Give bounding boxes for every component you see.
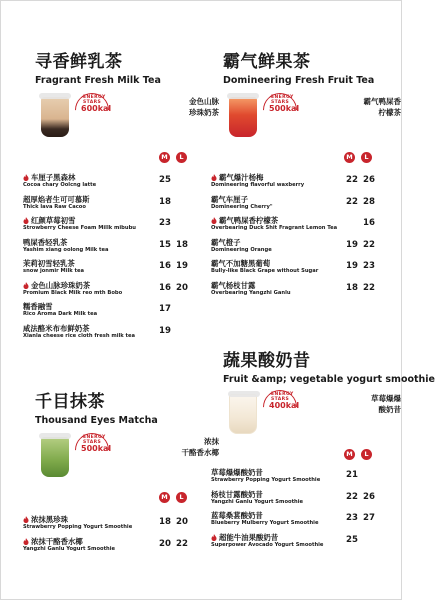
section-title-cn: 霸气鲜果茶 — [223, 52, 311, 72]
item-name-en: Domineering Cherry" — [211, 203, 273, 210]
item-name-cn: 红颜草莓初雪 — [23, 216, 199, 225]
menu-item — [23, 302, 199, 318]
section-title-en: Fruit &amp; vegetable yogurt smoothie — [223, 374, 435, 385]
item-name-en: Yangzhi Ganlu Yogurt Smoothie — [211, 498, 304, 505]
item-name-cn: 超厚焰者生可可慕斯 — [23, 194, 90, 204]
item-name-cn: 霸气爆汁杨梅 — [211, 173, 387, 182]
price-m: 19 — [346, 239, 358, 250]
item-name-en: Strowberry Cheese Foam Millk mibubu — [23, 225, 136, 231]
item-name-cn: 杨枝甘露酸奶昔 — [211, 489, 263, 499]
item-name-en: Bully-like Black Grape without Sugar — [211, 268, 319, 274]
item-name-cn: 霸气橙子 — [211, 237, 241, 247]
kcal-badge: 500kal — [269, 104, 300, 113]
price-l: 20 — [176, 282, 188, 293]
price-m: 16 — [159, 261, 171, 271]
price-m: 17 — [159, 304, 171, 314]
price-m: 25 — [159, 175, 171, 185]
matcha-cup-image — [41, 437, 69, 477]
yogurt-cup-image — [229, 394, 257, 434]
item-name-en: Overbearing Yangzhi Ganlu — [211, 289, 291, 296]
item-name-en: Rico Aroma Dark Milk tea — [23, 311, 98, 317]
feature-drink-name: 草莓爆爆 酸奶昔 — [371, 394, 401, 414]
section-title-cn: 蔬果酸奶昔 — [223, 351, 311, 371]
hot-flame-icon — [23, 217, 29, 224]
section-milk-tea — [35, 47, 161, 86]
item-name-cn: 浓抹黑珍珠 — [23, 515, 199, 524]
menu-item — [211, 533, 387, 549]
item-name-cn: 茉莉初雪轻乳茶 — [23, 259, 75, 268]
feature-drink-name: 霸气鸭屎香 柠檬茶 — [363, 97, 401, 117]
menu-item — [211, 468, 387, 484]
price-l: 28 — [363, 196, 375, 207]
size-l-icon: L — [361, 449, 372, 460]
price-l: 16 — [363, 218, 375, 228]
menu-item — [23, 515, 199, 531]
item-name-en: Overbearing Duck Shit Fragrant Lemon Tea — [211, 225, 338, 231]
section-title-en: Domineering Fresh Fruit Tea — [223, 75, 375, 86]
menu-item — [211, 511, 387, 527]
size-l-icon: L — [176, 492, 187, 503]
item-name-en: Cocoa chary Oolcng latte — [23, 182, 97, 188]
feature-drink-name: 浓抹 干酪香水椰 — [181, 437, 219, 457]
section-matcha — [35, 387, 158, 426]
item-name-cn: 霸气车厘子 — [211, 194, 248, 204]
section-fruit-tea — [223, 47, 374, 86]
item-name-en: Superpower Avocado Yogurt Smoothie — [211, 541, 324, 548]
kcal-badge: 400kal — [269, 401, 300, 410]
item-name-en: Domineering Orange — [211, 246, 272, 253]
item-name-en: Yangzhi Ganlu Yogurt Smoothie — [23, 545, 116, 552]
menu-item — [23, 173, 199, 189]
energy-stars-label: ENERGY STARS — [83, 95, 106, 105]
item-name-en: Domineering flavorful waxberry — [211, 182, 305, 188]
price-m: 22 — [346, 175, 358, 185]
menu-item — [211, 216, 387, 232]
item-name-cn: 蓝莓桑葚酸奶昔 — [211, 511, 263, 520]
item-name-cn: 霸气杨枝甘露 — [211, 280, 256, 290]
menu-item — [23, 259, 199, 275]
item-name-cn: 咸法酪米布布鲜奶茶 — [23, 323, 90, 333]
price-m: 18 — [159, 196, 171, 207]
menu-item — [211, 281, 387, 297]
feature-drink-name: 金色山脉 珍珠奶茶 — [189, 97, 219, 117]
price-m: 18 — [346, 282, 358, 293]
item-name-en: Blueberry Mulberry Yogurt Smoothie — [211, 520, 319, 526]
price-l: 19 — [176, 261, 188, 271]
item-name-en: Strawberry Popping Yogurt Smoothie — [23, 524, 133, 530]
menu-item — [23, 281, 199, 297]
size-m-icon: M — [344, 152, 355, 163]
price-l: 26 — [363, 491, 375, 502]
price-m: 22 — [346, 491, 358, 502]
price-m: 20 — [159, 538, 171, 549]
section-title-cn: 千目抹茶 — [35, 392, 105, 412]
item-name-cn: 金色山脉珍珠奶茶 — [23, 281, 199, 290]
section-title-cn: 寻香鲜乳茶 — [35, 52, 123, 72]
hot-flame-icon — [23, 282, 29, 289]
hot-flame-icon — [23, 516, 29, 523]
size-l-icon: L — [176, 152, 187, 163]
price-m: 18 — [159, 517, 171, 527]
hot-flame-icon — [211, 534, 217, 541]
menu-item — [211, 195, 387, 211]
kcal-badge: 600kal — [81, 104, 112, 113]
milk-tea-cup-image — [41, 97, 69, 137]
price-m: 22 — [346, 196, 358, 207]
size-m-icon: M — [159, 492, 170, 503]
item-name-cn: 超能牛油果酸奶昔 — [211, 533, 387, 542]
menu-item — [211, 173, 387, 189]
price-l: 23 — [363, 261, 375, 271]
price-m: 19 — [159, 325, 171, 336]
price-l: 20 — [176, 517, 188, 527]
price-m: 23 — [346, 513, 358, 523]
price-l: 22 — [176, 538, 188, 549]
size-m-icon: M — [159, 152, 170, 163]
item-name-cn: 霸气不加糖黑葡萄 — [211, 259, 271, 268]
item-name-cn: 霸气鸭屎香柠檬茶 — [211, 216, 387, 225]
section-title-en: Thousand Eyes Matcha — [35, 415, 158, 426]
hot-flame-icon — [211, 217, 217, 224]
price-l: 22 — [363, 239, 375, 250]
item-name-en: Thick lava Raw Cacoo — [23, 203, 86, 210]
price-m: 16 — [159, 282, 171, 293]
menu-item — [23, 324, 199, 340]
item-name-en: Promium Black Milk reo mth Bobo — [23, 289, 123, 296]
size-m-icon: M — [344, 449, 355, 460]
item-name-cn: 鸭屎香轻乳茶 — [23, 237, 68, 247]
price-l: 22 — [363, 282, 375, 293]
energy-stars-label: ENERGY STARS — [271, 95, 294, 105]
hot-flame-icon — [211, 174, 217, 181]
item-name-cn: 草莓爆爆酸奶昔 — [211, 468, 263, 477]
price-l: 27 — [363, 513, 375, 523]
section-yogurt — [223, 346, 435, 385]
menu-item — [211, 259, 387, 275]
item-name-en: Strawberry Popping Yogurt Smoothie — [211, 477, 321, 483]
energy-stars-label: ENERGY STARS — [271, 392, 294, 402]
energy-stars-label: ENERGY STARS — [83, 435, 106, 445]
price-m: 25 — [346, 534, 358, 545]
price-m: 23 — [159, 218, 171, 228]
menu-item — [23, 195, 199, 211]
item-name-cn: 浓抹干酪香水椰 — [23, 537, 199, 546]
menu-item — [211, 238, 387, 254]
menu-item — [23, 537, 199, 553]
item-name-en: Xianla cheese rice cloth fresh milk tea — [23, 332, 136, 339]
menu-item — [23, 238, 199, 254]
item-name-cn: 糯香融雪 — [23, 302, 53, 311]
price-m: 21 — [346, 470, 358, 480]
price-l: 26 — [363, 175, 375, 185]
kcal-badge: 500kal — [81, 444, 112, 453]
price-l: 18 — [176, 239, 188, 250]
hot-flame-icon — [23, 174, 29, 181]
item-name-cn: 车厘子黑森林 — [23, 173, 199, 182]
menu-item — [23, 216, 199, 232]
menu-item — [211, 490, 387, 506]
price-m: 15 — [159, 239, 171, 250]
price-m: 19 — [346, 261, 358, 271]
section-title-en: Fragrant Fresh Milk Tea — [35, 75, 161, 86]
item-name-en: Yashim xiang oolong Milk tea — [23, 246, 109, 253]
size-l-icon: L — [361, 152, 372, 163]
hot-flame-icon — [23, 538, 29, 545]
item-name-en: snow jonmir Milk tea — [23, 268, 84, 274]
fruit-tea-cup-image — [229, 97, 257, 137]
